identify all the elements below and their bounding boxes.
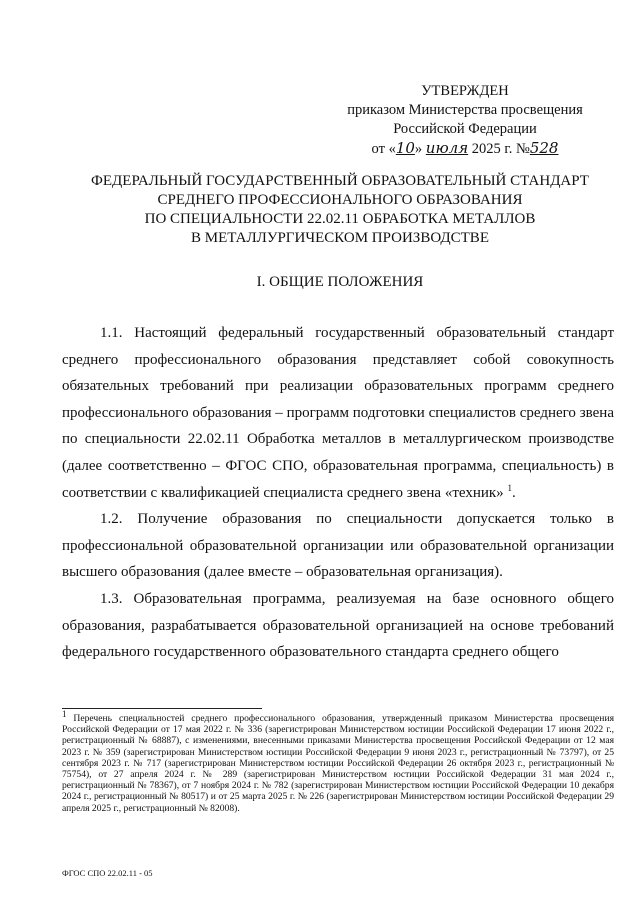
- paragraph-1-3: 1.3. Образовательная программа, реализуемая на базе основного общего образования, разрабатывается образовательной организацией на основе требований федерального государственного образовательного стандарта среднего общего: [62, 590, 614, 661]
- paragraph-1-1-text: 1.1. Настоящий федеральный государственный образовательный стандарт среднего профессионального образования представляет собой совокупность обязательных требований при реализации образовательных программ среднего профессионального образования – программ подготовки специалистов среднего звена по специальности 22.02.11 Обработка металлов в металлургическом производстве (далее соответственно – ФГОС СПО, образовательная программа, специальность) в соответствии с квалификацией специалиста среднего звена «техник»: [62, 325, 614, 501]
- document-body: [62, 320, 614, 666]
- title-line-1: ФЕДЕРАЛЬНЫЙ ГОСУДАРСТВЕННЫЙ ОБРАЗОВАТЕЛЬНЫЙ СТАНДАРТ: [91, 173, 589, 189]
- section-heading: I. ОБЩИЕ ПОЛОЖЕНИЯ: [256, 274, 424, 290]
- document-title: [60, 172, 620, 248]
- footnote-text: Перечень специальностей среднего профессионального образования, утвержденный приказом Министерства просвещения Российской Федерации от 17 мая 2022 г. № 336 (зарегистрирован Министерством юстиции Российской Федерации 17 июня 2022 г., регистрационный № 68887), с изменениями, внесенными приказами Министерства просвещения Российской Федерации от 12 мая 2023 г. № 359 (зарегистрирован Министерством юстиции Российской Федерации 9 июня 2023 г., регистрационный № 73797), от 25 сентября 2023 г. № 717 (зарегистрирован Министерством юстиции Российской Федерации 26 октября 2023 г., регистрационный № 75754), от 27 апреля 2024 г. № 289 (зарегистрирован Министерством юстиции Российской Федерации 31 мая 2024 г., регистрационный № 78367), от 7 ноября 2024 г. № 782 (зарегистрирован Министерством юстиции Российской Федерации 10 декабря 2024 г., регистрационный № 80517) и от 25 марта 2025 г. № 226 (зарегистрирован Министерством юстиции Российской Федерации 29 апреля 2025 г., регистрационный № 82008).: [62, 713, 614, 814]
- paragraph-1-1-end: .: [511, 484, 516, 501]
- document-code: ФГОС СПО 22.02.11 - 05: [62, 868, 153, 878]
- date-quote-close: »: [414, 141, 423, 157]
- title-line-2: СРЕДНЕГО ПРОФЕССИОНАЛЬНОГО ОБРАЗОВАНИЯ: [157, 192, 523, 208]
- approval-ministry-line: Российской Федерации: [393, 121, 537, 137]
- approval-heading: УТВЕРЖДЕН: [421, 83, 509, 99]
- footnote: [62, 708, 614, 814]
- handwritten-day: 10: [395, 139, 415, 157]
- paragraph-1-2: 1.2. Получение образования по специальности допускается только в профессиональной образовательной организации или образовательной организации высшего образования (далее вместе – образовательная организация).: [62, 511, 614, 581]
- paragraph-1-1: [62, 320, 614, 506]
- approval-block: [330, 82, 600, 159]
- footnote-divider: [62, 708, 262, 709]
- title-line-3: ПО СПЕЦИАЛЬНОСТИ 22.02.11 ОБРАБОТКА МЕТАЛЛОВ: [144, 211, 536, 227]
- approval-date-line: [330, 139, 600, 159]
- date-year: 2025 г. №: [471, 141, 530, 157]
- approval-order-line: приказом Министерства просвещения: [347, 102, 583, 118]
- title-line-4: В МЕТАЛЛУРГИЧЕСКОМ ПРОИЗВОДСТВЕ: [191, 230, 489, 246]
- footnote-number: 1: [62, 708, 67, 719]
- date-prefix: от «: [371, 141, 396, 157]
- footnote-ref[interactable]: 1: [507, 482, 512, 493]
- handwritten-number: 528: [529, 139, 559, 157]
- handwritten-month: июля: [425, 139, 469, 157]
